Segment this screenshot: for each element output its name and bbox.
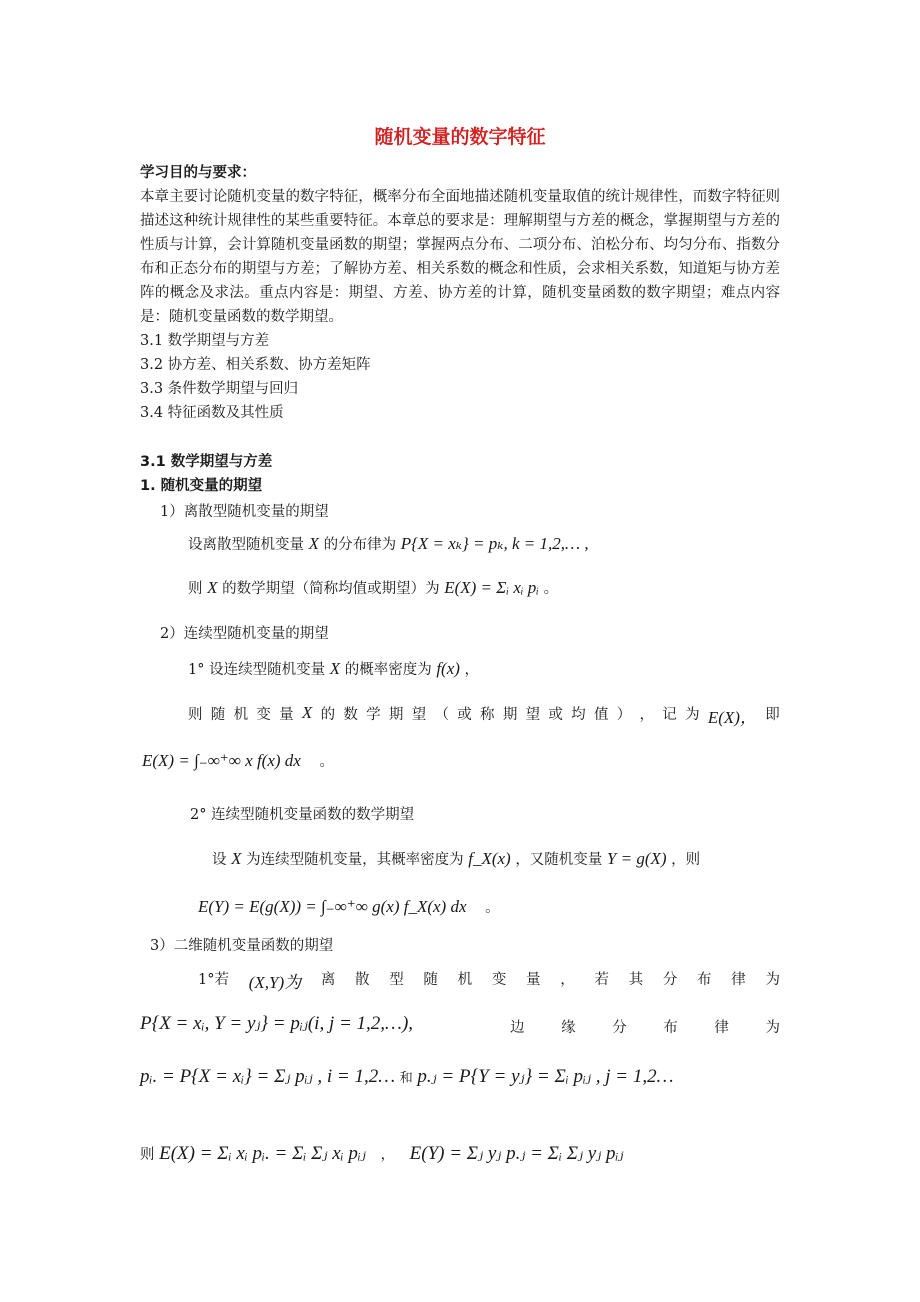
word: ， bbox=[560, 972, 575, 988]
word: 即 bbox=[765, 707, 780, 723]
item-3-marginal-line bbox=[140, 1065, 674, 1088]
formula: P{X = xᵢ, Y = yⱼ} = pᵢⱼ(i, j = 1,2,…), bbox=[140, 1013, 414, 1034]
word: ， bbox=[639, 707, 655, 723]
toc-item-1: 3.1 数学期望与方差 bbox=[140, 333, 270, 349]
variable: X bbox=[308, 534, 319, 553]
word: 缘 bbox=[561, 1020, 576, 1036]
word: 望 bbox=[411, 707, 427, 723]
word: 布 bbox=[697, 972, 712, 988]
text: 。 bbox=[319, 754, 334, 770]
item-3-heading: 3）二维随机变量函数的期望 bbox=[150, 938, 334, 954]
formula: p.ⱼ = P{Y = yⱼ} = Σᵢ pᵢⱼ , j = 1,2… bbox=[417, 1066, 674, 1087]
text: 设 bbox=[212, 852, 227, 868]
formula: (X,Y)为 bbox=[248, 973, 302, 992]
section-heading: 3.1 数学期望与方差 bbox=[140, 454, 273, 470]
item-3-words-b bbox=[510, 1016, 780, 1037]
variable: X bbox=[207, 578, 218, 597]
number: 2° bbox=[190, 807, 207, 823]
toc-item-2: 3.2 协方差、相关系数、协方差矩阵 bbox=[140, 357, 371, 373]
word: 称 bbox=[480, 707, 495, 723]
word: 边 bbox=[510, 1020, 525, 1036]
text: 的分布律为 bbox=[323, 537, 397, 553]
word: 其 bbox=[628, 972, 644, 988]
formula: f(x) bbox=[436, 659, 460, 678]
item-2-1-line bbox=[188, 658, 479, 679]
variable: X bbox=[329, 659, 341, 678]
word: 值 bbox=[593, 707, 609, 723]
formula: E(X) = ∫₋∞⁺∞ x f(x) dx bbox=[142, 751, 301, 770]
item-2-1-formula-line bbox=[142, 750, 334, 771]
word: ） bbox=[616, 707, 632, 723]
item-3-expectation-line bbox=[140, 1142, 624, 1165]
word: 望 bbox=[525, 707, 541, 723]
word: 为 bbox=[765, 972, 780, 988]
formula: E(X) = Σᵢ xᵢ pᵢ bbox=[444, 578, 539, 597]
word: 随 bbox=[210, 707, 226, 723]
formula: E(X)， bbox=[707, 708, 757, 727]
text: 和 bbox=[399, 1071, 413, 1086]
word: 学 bbox=[366, 707, 381, 723]
text: 则 bbox=[140, 1147, 155, 1163]
word: 离 bbox=[320, 972, 336, 988]
word: 量 bbox=[279, 707, 294, 723]
formula: P{X = xₖ} = pₖ, k = 1,2,… , bbox=[400, 534, 589, 553]
word: 记 bbox=[662, 707, 677, 723]
text: 设连续型随机变量 bbox=[209, 662, 326, 678]
word: 变 bbox=[491, 972, 507, 988]
word: 分 bbox=[662, 972, 678, 988]
text: 连续型随机变量函数的数学期望 bbox=[211, 807, 415, 823]
formula: E(Y) = E(g(X)) = ∫₋∞⁺∞ g(x) f_X(x) dx bbox=[198, 897, 467, 916]
formula: f_X(x) bbox=[468, 849, 511, 868]
word: 为 bbox=[765, 1020, 780, 1036]
word: 型 bbox=[389, 972, 404, 988]
word: 则 bbox=[188, 707, 203, 723]
word: 布 bbox=[663, 1020, 678, 1036]
item-1-line-1 bbox=[188, 533, 589, 554]
word: 期 bbox=[502, 707, 518, 723]
item-1-line-2 bbox=[188, 577, 558, 598]
objectives-heading: 学习目的与要求： bbox=[140, 165, 256, 181]
word: 或 bbox=[457, 707, 472, 723]
text: ， bbox=[380, 1147, 396, 1163]
word: 机 bbox=[233, 707, 249, 723]
text: ， bbox=[464, 662, 480, 678]
word: 变 bbox=[256, 707, 271, 723]
item-2-1-line-justified bbox=[188, 703, 780, 728]
word: 律 bbox=[714, 1020, 729, 1036]
word: 量 bbox=[526, 972, 541, 988]
word: 散 bbox=[355, 972, 370, 988]
formula: E(X) = Σᵢ xᵢ pᵢ. = Σᵢ Σⱼ xᵢ pᵢⱼ bbox=[159, 1143, 366, 1164]
item-2-heading: 2）连续型随机变量的期望 bbox=[160, 626, 329, 642]
formula: pᵢ. = P{X = xᵢ} = Σⱼ pᵢⱼ , i = 1,2… bbox=[140, 1066, 396, 1087]
text: ，则 bbox=[671, 852, 701, 868]
number: 1° bbox=[188, 662, 205, 678]
word: 期 bbox=[388, 707, 404, 723]
objectives-paragraph: 本章主要讨论随机变量的数字特征，概率分布全面地描述随机变量取值的统计规律性，而数字特征则描述这种统计规律性的某些重要特征。本章总的要求是：理解期望与方差的概念，掌握期望与方差的性质与计算，会计算随机变量函数的期望；掌握两点分布、二项分布、泊松分布、均匀分布、指数分布和正态分布的期望与方差；了解协方差、相关系数的概念和性质，会求相关系数，知道矩与协方差阵的概念及求法。重点内容是：期望、方差、协方差的计算，随机变量函数的数字期望；难点内容是：随机变量函数的数学期望。 bbox=[140, 189, 780, 325]
word: 或 bbox=[548, 707, 563, 723]
text: ，又随机变量 bbox=[515, 852, 603, 868]
word: 均 bbox=[571, 707, 586, 723]
text: 的数学期望（简称均值或期望）为 bbox=[222, 581, 440, 597]
subsection-heading: 1. 随机变量的期望 bbox=[140, 478, 263, 494]
page-title: 随机变量的数字特征 bbox=[374, 126, 546, 148]
word: 的 bbox=[320, 707, 336, 723]
text: 为连续型随机变量，其概率密度为 bbox=[246, 852, 464, 868]
item-2-2-line bbox=[212, 848, 700, 869]
item-3-formula-a bbox=[140, 1012, 413, 1035]
text: 。 bbox=[543, 581, 559, 597]
word: 机 bbox=[457, 972, 473, 988]
item-2-2-formula-line bbox=[198, 896, 500, 917]
text: 的概率密度为 bbox=[344, 662, 432, 678]
formula: E(Y) = Σⱼ yⱼ p.ⱼ = Σᵢ Σⱼ yⱼ pᵢⱼ bbox=[409, 1143, 624, 1164]
word: 分 bbox=[612, 1020, 627, 1036]
word: 为 bbox=[685, 707, 700, 723]
word: 律 bbox=[731, 972, 746, 988]
toc-item-4: 3.4 特征函数及其性质 bbox=[140, 405, 284, 421]
text: 设离散型随机变量 bbox=[188, 537, 304, 553]
formula: Y = g(X) bbox=[606, 849, 667, 868]
toc-item-3: 3.3 条件数学期望与回归 bbox=[140, 381, 299, 397]
word: （ bbox=[434, 707, 449, 723]
word: 1°若 bbox=[198, 972, 229, 988]
variable: X bbox=[301, 703, 313, 722]
variable: X bbox=[231, 849, 242, 868]
text: 则 bbox=[188, 581, 203, 597]
text: 。 bbox=[485, 900, 500, 916]
item-2-2-heading bbox=[190, 803, 414, 824]
item-1-heading: 1）离散型随机变量的期望 bbox=[160, 504, 329, 520]
word: 数 bbox=[343, 707, 358, 723]
item-3-1-line-justified bbox=[198, 968, 780, 993]
word: 若 bbox=[594, 972, 609, 988]
word: 随 bbox=[423, 972, 438, 988]
